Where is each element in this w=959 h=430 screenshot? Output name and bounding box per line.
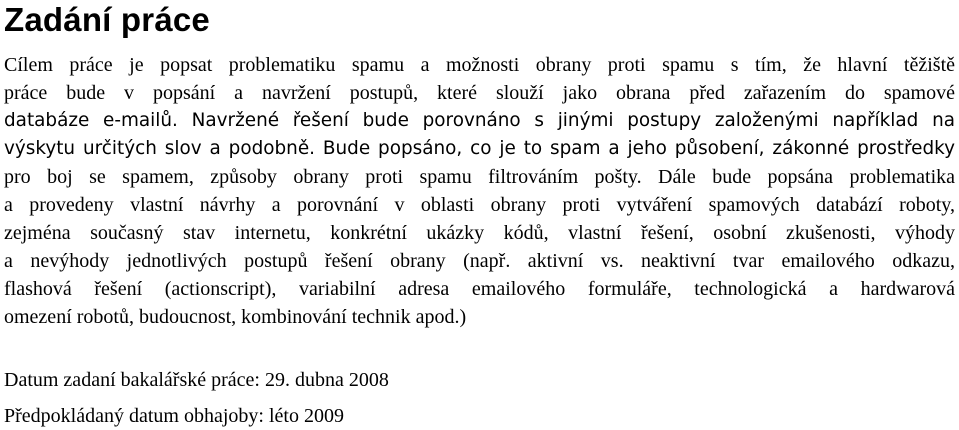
description-line: databáze e-mailů. Navržené řešení bude porovnáno s jinými postupy založenými například na: [4, 110, 955, 131]
expected-defense-date: Předpokládaný datum obhajoby: léto 2009: [4, 405, 344, 427]
assignment-date: Datum zadaní bakalářské práce: 29. dubna 2008: [4, 369, 389, 391]
description-line: a provedeny vlastní návrhy a porovnání v oblasti obrany proti vytváření spamových databází roboty,: [4, 194, 955, 216]
description-line: omezení robotů, budoucnost, kombinování technik apod.): [4, 306, 467, 328]
page-title: Zadání práce: [4, 1, 210, 38]
description-line: Cílem práce je popsat problematiku spamu a možnosti obrany proti spamu s tím, že hlavní těžiště: [4, 54, 955, 76]
description-line: zejména současný stav internetu, konkrétní ukázky kódů, vlastní řešení, osobní zkušenosti, výhody: [4, 222, 955, 244]
assignment-description: [4, 51, 955, 331]
document-page: [4, 0, 955, 427]
description-line: pro boj se spamem, způsoby obrany proti spamu filtrováním pošty. Dále bude popsána problematika: [4, 166, 955, 188]
description-line: práce bude v popsání a navržení postupů, které slouží jako obrana před zařazením do spamové: [4, 82, 955, 104]
description-line: výskytu určitých slov a podobně. Bude popsáno, co je to spam a jeho působení, zákonné prostředky: [4, 138, 955, 159]
description-line: a nevýhody jednotlivých postupů řešení obrany (např. aktivní vs. neaktivní tvar emailového odkazu,: [4, 250, 955, 272]
description-line: flashová řešení (actionscript), variabilní adresa emailového formuláře, technologická a hardwarová: [4, 278, 955, 300]
